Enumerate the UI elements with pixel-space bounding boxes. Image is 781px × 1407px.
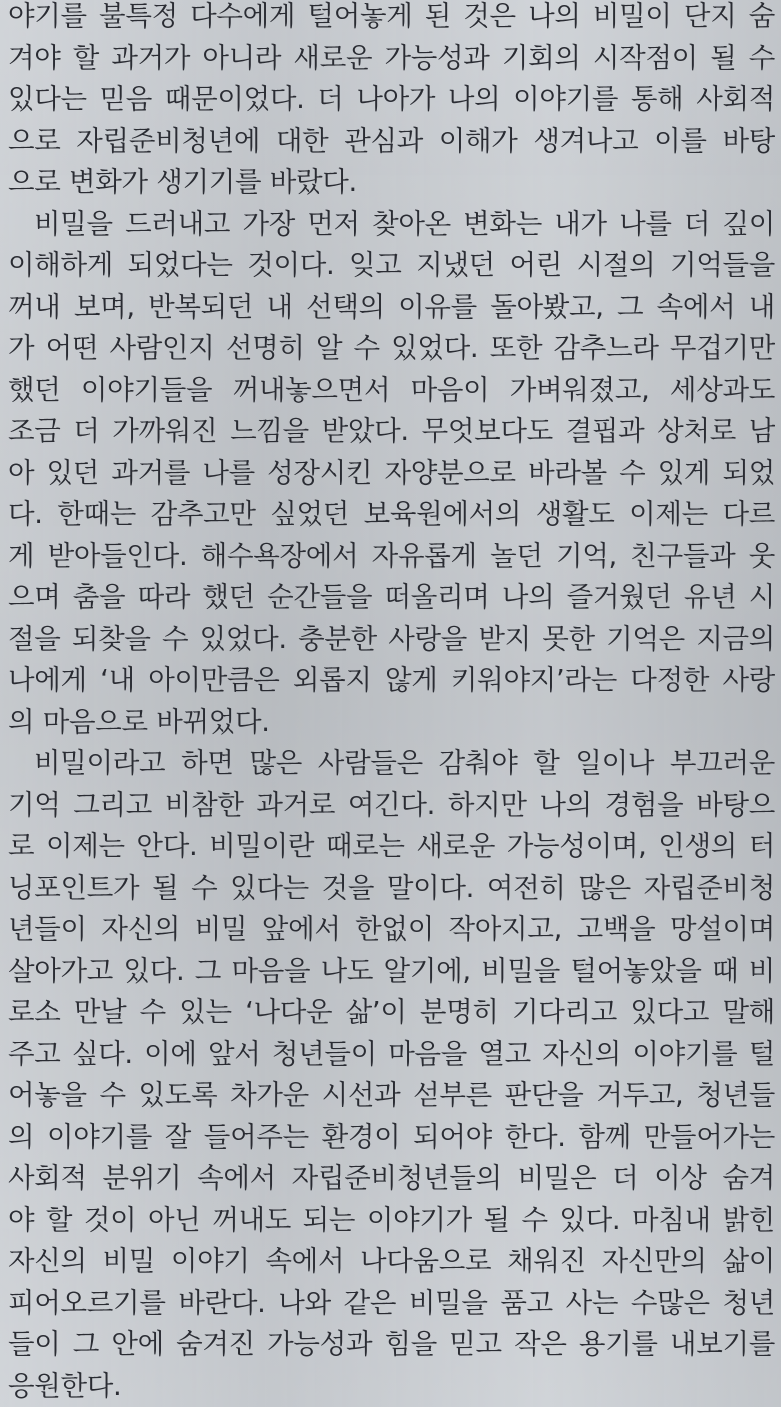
text-line: 응원한다. [8, 1366, 775, 1407]
text-line: 으로 변화가 생기기를 바랐다. [8, 162, 775, 204]
text-line: 아 있던 과거를 나를 성장시킨 자양분으로 바라볼 수 있게 되었 [8, 453, 775, 495]
text-line: 게 받아들인다. 해수욕장에서 자유롭게 놀던 기억, 친구들과 웃 [8, 536, 775, 578]
paragraph-1 [8, 0, 775, 204]
text-line: 닝포인트가 될 수 있다는 것을 말이다. 여전히 많은 자립준비청 [8, 868, 775, 910]
text-line: 했던 이야기들을 꺼내놓으면서 마음이 가벼워졌고, 세상과도 [8, 370, 775, 412]
paragraph-3 [8, 743, 775, 1407]
text-line: 로소 만날 수 있는 ‘나다운 삶’이 분명히 기다리고 있다고 말해 [8, 992, 775, 1034]
text-line: 으로 자립준비청년에 대한 관심과 이해가 생겨나고 이를 바탕 [8, 121, 775, 163]
text-line: 자신의 비밀 이야기 속에서 나다움으로 채워진 자신만의 삶이 [8, 1241, 775, 1283]
text-line: 의 마음으로 바뀌었다. [8, 702, 775, 744]
text-line: 야 할 것이 아닌 꺼내도 되는 이야기가 될 수 있다. 마침내 밝힌 [8, 1200, 775, 1242]
text-line: 다. 한때는 감추고만 싶었던 보육원에서의 생활도 이제는 다르 [8, 494, 775, 536]
text-line: 로 이제는 안다. 비밀이란 때로는 새로운 가능성이며, 인생의 터 [8, 826, 775, 868]
text-line: 년들이 자신의 비밀 앞에서 한없이 작아지고, 고백을 망설이며 [8, 909, 775, 951]
text-line: 비밀을 드러내고 가장 먼저 찾아온 변화는 내가 나를 더 깊이 [8, 204, 775, 246]
text-line: 들이 그 안에 숨겨진 가능성과 힘을 믿고 작은 용기를 내보기를 [8, 1324, 775, 1366]
text-line: 으며 춤을 따라 했던 순간들을 떠올리며 나의 즐거웠던 유년 시 [8, 577, 775, 619]
text-line: 야기를 불특정 다수에게 털어놓게 된 것은 나의 비밀이 단지 숨 [8, 0, 775, 38]
text-line: 주고 싶다. 이에 앞서 청년들이 마음을 열고 자신의 이야기를 털 [8, 1034, 775, 1076]
text-line: 피어오르기를 바란다. 나와 같은 비밀을 품고 사는 수많은 청년 [8, 1283, 775, 1325]
text-line: 비밀이라고 하면 많은 사람들은 감춰야 할 일이나 부끄러운 [8, 743, 775, 785]
text-line: 기억 그리고 비참한 과거로 여긴다. 하지만 나의 경험을 바탕으 [8, 785, 775, 827]
text-line: 꺼내 보며, 반복되던 내 선택의 이유를 돌아봤고, 그 속에서 내 [8, 287, 775, 329]
text-line: 사회적 분위기 속에서 자립준비청년들의 비밀은 더 이상 숨겨 [8, 1158, 775, 1200]
text-line: 살아가고 있다. 그 마음을 나도 알기에, 비밀을 털어놓았을 때 비 [8, 951, 775, 993]
text-line: 어놓을 수 있도록 차가운 시선과 섣부른 판단을 거두고, 청년들 [8, 1075, 775, 1117]
text-line: 조금 더 가까워진 느낌을 받았다. 무엇보다도 결핍과 상처로 남 [8, 411, 775, 453]
text-line: 이해하게 되었다는 것이다. 잊고 지냈던 어린 시절의 기억들을 [8, 245, 775, 287]
text-line: 가 어떤 사람인지 선명히 알 수 있었다. 또한 감추느라 무겁기만 [8, 328, 775, 370]
text-line: 겨야 할 과거가 아니라 새로운 가능성과 기회의 시작점이 될 수 [8, 38, 775, 80]
text-line: 나에게 ‘내 아이만큼은 외롭지 않게 키워야지’라는 다정한 사랑 [8, 660, 775, 702]
paragraph-2 [8, 204, 775, 744]
text-line: 의 이야기를 잘 들어주는 환경이 되어야 한다. 함께 만들어가는 [8, 1117, 775, 1159]
text-line: 있다는 믿음 때문이었다. 더 나아가 나의 이야기를 통해 사회적 [8, 79, 775, 121]
text-line: 절을 되찾을 수 있었다. 충분한 사랑을 받지 못한 기억은 지금의 [8, 619, 775, 661]
